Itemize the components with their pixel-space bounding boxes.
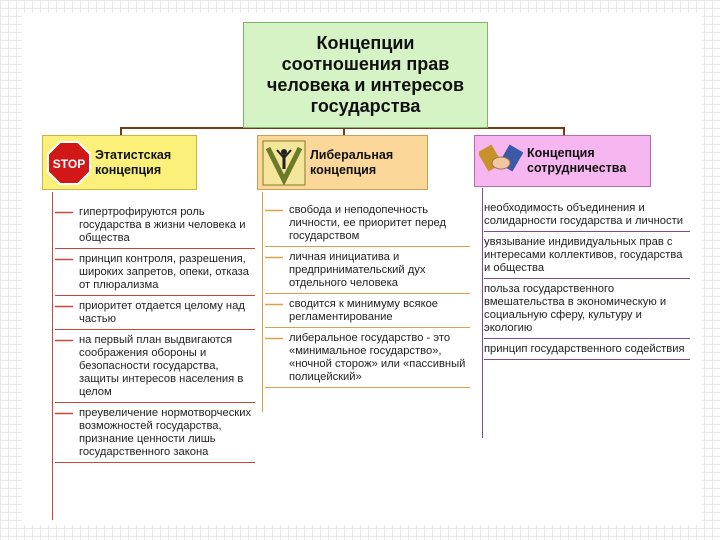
arrow-bullet-icon [55,208,73,217]
list-item: на первый план выдвигаются соображения обороны и безопасности государства, защиты интересов населения в целом [55,330,255,403]
cooperation-header [474,135,651,187]
list-item: свобода и неподопечность личности, ее приоритет перед государством [265,200,470,247]
list-item: принцип государственного содействия [484,339,690,360]
etatist-label: Этатистская концепция [95,147,172,177]
stop-sign-icon [47,141,91,185]
list-item: приоритет отдается целому над частью [55,296,255,330]
arrow-bullet-icon [55,302,73,311]
arrow-bullet-icon [55,409,73,418]
list-item: личная инициатива и предпринимательский дух отдельного человека [265,247,470,294]
cooperation-label: Концепция сотрудничества [527,146,627,175]
cooperation-list [484,198,690,360]
list-item: увязывание индивидуальных прав с интересами коллективов, государства и общества [484,232,690,279]
list-item: преувеличение нормотворческих возможностей государства, признание ценности лишь государственного закона [55,403,255,463]
arrow-bullet-icon [265,334,283,343]
list-item: польза государственного вмешательства в экономическую и социальную сферу, культуру и экологию [484,279,690,339]
diagram-title: Концепции соотношения прав человека и интересов государства [266,33,465,116]
arrow-bullet-icon [55,255,73,264]
arrow-bullet-icon [265,206,283,215]
handshake-icon [479,141,523,181]
liberal-header [257,135,428,190]
arrow-bullet-icon [265,253,283,262]
column-rule [482,188,483,438]
list-item: сводится к минимуму всякое регламентирование [265,294,470,328]
list-item: необходимость объединения и солидарности государства и личности [484,198,690,232]
list-item: гипертрофируются роль государства в жизни человека и общества [55,202,255,249]
column-rule [262,192,263,412]
column-rule [52,192,53,520]
etatist-header [42,135,197,190]
arrow-bullet-icon [55,336,73,345]
liberal-label: Либеральная концепция [310,147,394,177]
list-item: либеральное государство - это «минимальное государство», «ночной сторож» или «пассивный полицейский» [265,328,470,388]
liberty-figure-icon [262,140,306,186]
arrow-bullet-icon [265,300,283,309]
liberal-list [265,200,470,388]
etatist-list [55,202,255,463]
title-box [243,22,488,128]
stop-sign-text: STOP [52,156,86,171]
list-item: принцип контроля, разрешения, широких запретов, опеки, отказа от плюрализма [55,249,255,296]
